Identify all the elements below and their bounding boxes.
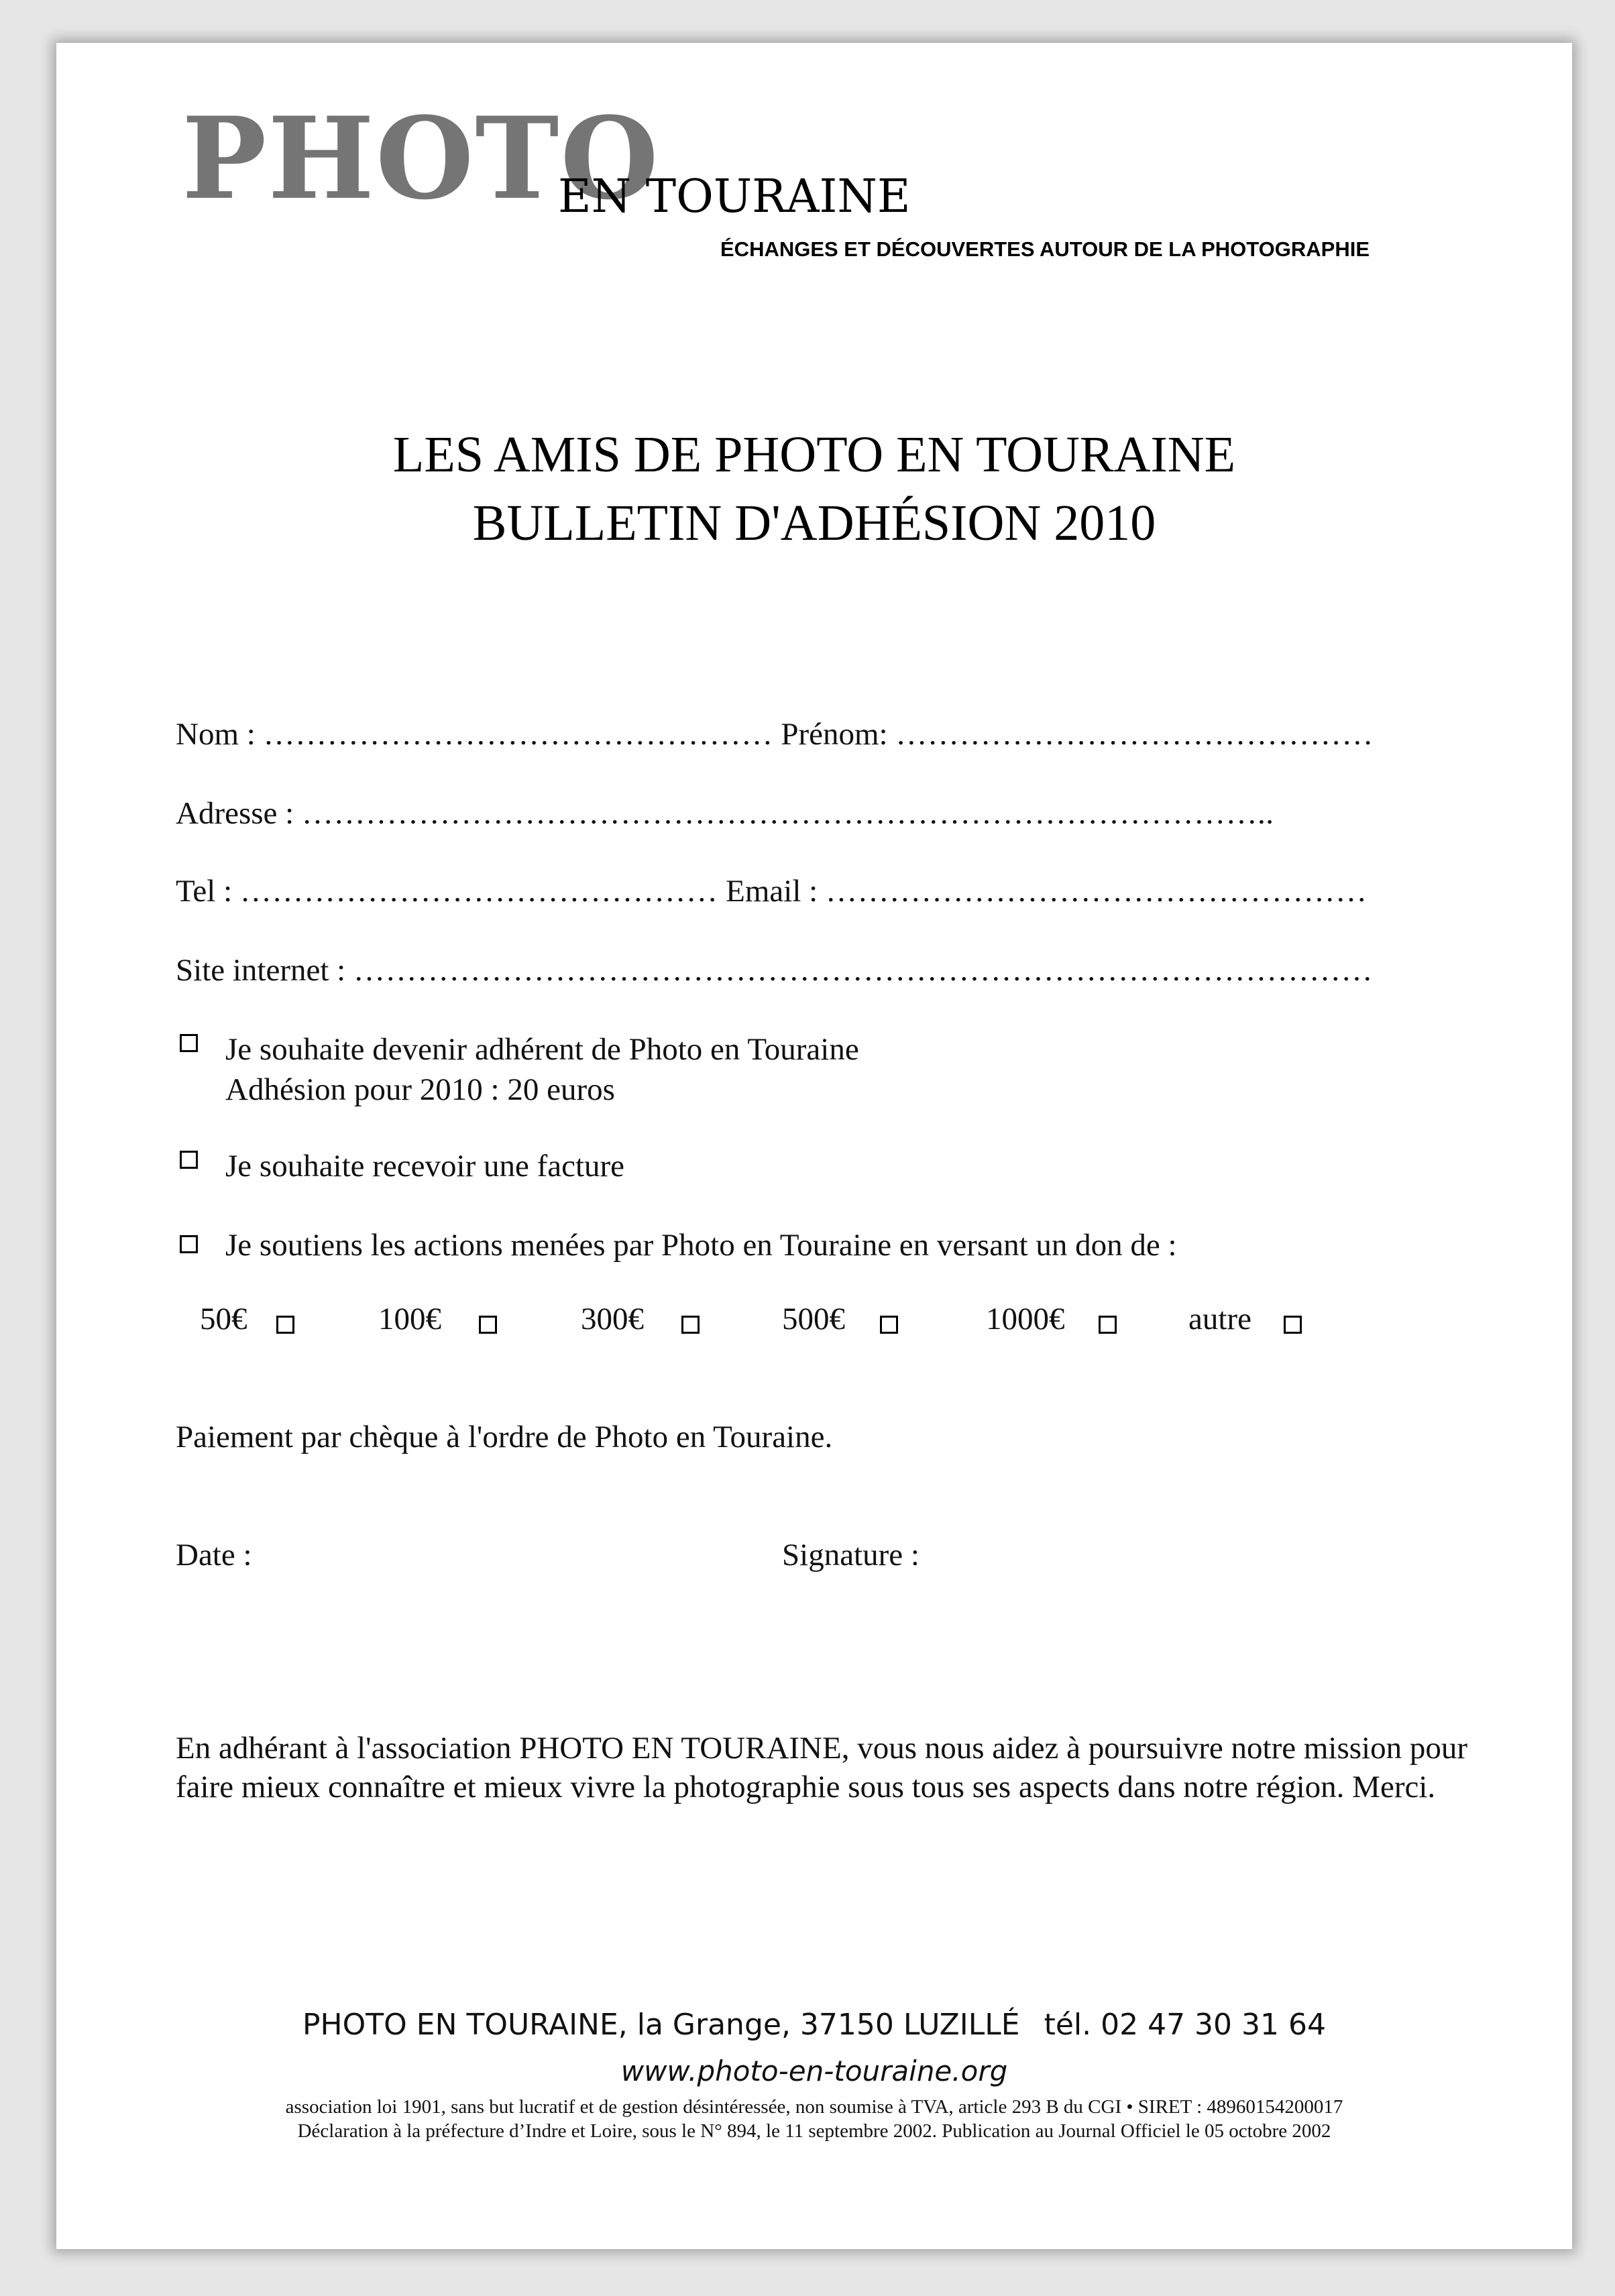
amount-500-checkbox[interactable] — [880, 1316, 898, 1334]
amount-300-checkbox[interactable] — [681, 1316, 700, 1334]
adresse-input-line[interactable]: ……………………………………………………………………………….. — [301, 796, 1274, 831]
amount-100-label: 100€ — [378, 1302, 441, 1336]
site-label: Site internet : — [176, 953, 346, 988]
amount-autre-label: autre — [1188, 1302, 1251, 1336]
footer-address: PHOTO EN TOURAINE, la Grange, 37150 LUZILLÉ — [302, 2008, 1020, 2042]
tel-field-row — [176, 876, 1367, 907]
site-input-line[interactable]: …………………………………………………………………………………… — [353, 953, 1373, 988]
logo-photo: PHOTO — [182, 92, 660, 225]
footer-legal-line-1: association loi 1901, sans but lucratif et de gestion désintéressée, non soumise à TVA, article 293 B du CGI • SIRET : 48960154200017 — [285, 2096, 1343, 2118]
nom-field-row — [176, 719, 1374, 750]
footer-website: www.photo-en-touraine.org — [620, 2055, 1008, 2087]
closing-paragraph: En adhérant à l'association PHOTO EN TOURAINE, vous nous aidez à poursuivre notre mission pour faire mieux connaître et mieux vivre la photographie sous tous ses aspects dans notre région. Merci. — [176, 1731, 1468, 1804]
facture-checkbox[interactable] — [180, 1151, 198, 1169]
logo-tagline: ÉCHANGES ET DÉCOUVERTES AUTOUR DE LA PHOTOGRAPHIE — [720, 237, 1370, 261]
adresse-field-row — [176, 798, 1274, 829]
amount-500-label: 500€ — [782, 1302, 845, 1336]
prenom-label: Prénom: — [781, 717, 888, 752]
form-page — [56, 43, 1572, 2249]
date-label: Date : — [176, 1538, 252, 1572]
adherent-label: Je souhaite devenir adhérent de Photo en Touraine — [225, 1032, 859, 1067]
don-checkbox[interactable] — [180, 1235, 198, 1253]
email-label: Email : — [726, 874, 818, 909]
amount-100-checkbox[interactable] — [479, 1316, 497, 1334]
adherent-checkbox[interactable] — [180, 1034, 198, 1052]
tel-input-line[interactable]: ……………………………………… — [239, 874, 718, 909]
facture-label: Je souhaite recevoir une facture — [225, 1149, 625, 1184]
amount-300-label: 300€ — [581, 1302, 644, 1336]
amount-autre-checkbox[interactable] — [1284, 1316, 1302, 1334]
nom-label: Nom : — [176, 717, 256, 752]
tel-label: Tel : — [176, 874, 233, 909]
nom-input-line[interactable]: ………………………………………… — [263, 717, 773, 752]
site-field-row — [176, 955, 1373, 986]
footer-address-line — [56, 2010, 1572, 2040]
signature-label: Signature : — [782, 1538, 920, 1572]
adresse-label: Adresse : — [176, 796, 294, 831]
amount-50-checkbox[interactable] — [276, 1316, 294, 1334]
amount-1000-label: 1000€ — [986, 1302, 1065, 1336]
amount-50-label: 50€ — [200, 1302, 247, 1336]
don-label: Je soutiens les actions menées par Photo en Touraine en versant un don de : — [225, 1228, 1177, 1263]
email-input-line[interactable]: …………………………………………… — [825, 874, 1368, 909]
page-title: LES AMIS DE PHOTO EN TOURAINE — [392, 426, 1236, 483]
prenom-input-line[interactable]: ……………………………………… — [895, 717, 1374, 752]
adhesion-price-label: Adhésion pour 2010 : 20 euros — [225, 1072, 615, 1107]
footer-legal-line-2: Déclaration à la préfecture d’Indre et Loire, sous le N° 894, le 11 septembre 2002. Publication au Journal Officiel le 05 octobre 2002 — [297, 2120, 1331, 2142]
payment-info: Paiement par chèque à l'ordre de Photo en Touraine. — [176, 1420, 833, 1454]
page-subtitle: BULLETIN D'ADHÉSION 2010 — [472, 495, 1156, 551]
footer-phone: tél. 02 47 30 31 64 — [1044, 2008, 1326, 2042]
logo-en-touraine: EN TOURAINE — [558, 170, 911, 223]
amount-1000-checkbox[interactable] — [1099, 1316, 1117, 1334]
